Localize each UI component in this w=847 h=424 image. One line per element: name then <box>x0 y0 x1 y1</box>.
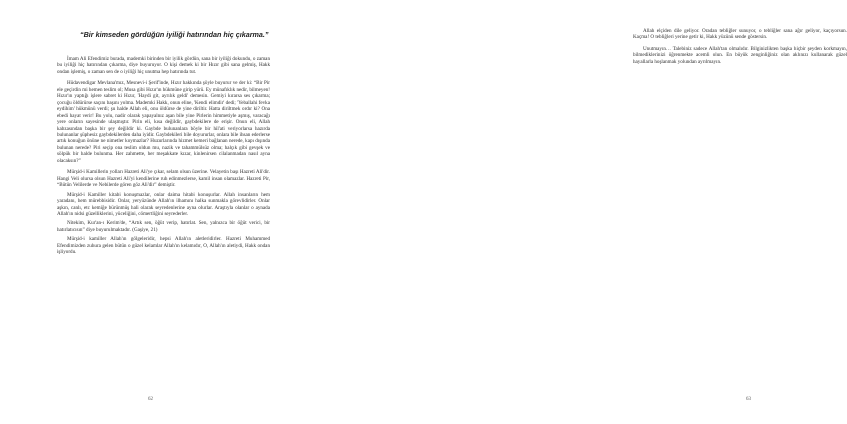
page-number-left: 62 <box>148 397 153 402</box>
right-page-body <box>633 28 847 65</box>
paragraph: İmam Ali Efendimiz burada, mademki birinden bir iyilik gördün, sana bir iyiliği dokundu, o zaman bu iyiliği hiç hatırından çıkarma, diye buyuruyor. O kişi demek ki bir Hızır gibi sana gelmiş, Hakk ondan işlemiş, o zaman sen de o iyiliği hiç unutma hep hatırında tut. <box>57 56 270 75</box>
paragraph: Nitekim, Kur'an-ı Kerim'de, “Artık sen, öğüt verip, hatırlat. Sen, yalnızca bir öğüt verici, bir hatırlatıcısın” diye buyurulmaktadır. (Gaşiye, 21) <box>57 220 270 233</box>
paragraph: Unutmayın… Talebiniz sadece Allah'tan olmalıdır. Bilginizlikten başka hiçbir şeyden korkmayın, bilmediklerinizi öğrenmekte acemli olun. En büyük zenginliğiniz olan aklınızı kullanarak güzel hayallarla hoşlanmak yolundan ayrılmayın. <box>633 45 847 65</box>
paragraph: Mürşid-i kamiller Allah'ın gölgeleridir, hepsi Allah'ın aletleridirler. Hazreti Muhammed Efendimizden zuhura gelen bütün o güzel kelamlar Allah'ın kelamıdır, O, Allah'ın aletiydi, Hakk ondan işliyordu. <box>57 236 270 256</box>
page-heading-quote: “Bir kimseden gördüğün iyiliği hatırından hiç çıkarma.” <box>80 30 269 39</box>
left-page-body <box>57 56 270 256</box>
left-page <box>0 0 300 424</box>
page-number-right: 63 <box>746 397 751 402</box>
paragraph: Hüdavendigar Mevlana'mız, Mesnevi-i Şerif'inde, Hızır hakkında şöyle buyurur ve der ki: “Bir Pir ele geçirdin mi hemen teslim ol; Musa gibi Hızır'ın hükmüne girip yürü. Ey münafıklık nedir, bilmeyen! Hızır'ın yaptığı işlere sabret ki Hızır, 'Haydi git, ayrılık geldi' demesin. Gemiyi kırarsa ses çıkarma; çocuğu öldürürse saçını başını yolma. Mademki Hakk, onun eline, 'Kendi elimdir' dedi; 'Yeballahi fevka eydihim' hükmünü verdi; şu halde Allah eli, onu öldürse de yine diriltir. Hatta diriltmek ordır ki? Ona ebedi hayat verir! Bu yolu, nadir olarak yapayalnız aşan bile yine Pirlerin himmetiyle aşmış, varacağı yere onların sayesinde ulaşmıştır. Pirin eli, kısa değildir, gaybdekilere de erişir. Onun eli, Allah kabzasından başka bir şey değildir ki. Gaybde bulunanlara böyle bir hil'ati veriyorlarsa hazırda bulunanlar şüphesiz gaybdekilerden daha iyidir. Gaybdekileri bile doyururlar, onlara bile ihsan ederlerse artık konuğun önüne ne nimetler koymazlar? Huzurlarında hizmet kemeri bağlanan nerede, kapı dışında bulunan nerede? Piri seçip ona teslim oldun mu, nazik ve tahammülsüz olma; halçık gibi gevşek ve sölpük bir halde bulunma. Her zahmette, her meşakkate kızar, kinlenirsen cilalanmadan nasıl ayna olacaksın?” <box>57 80 270 164</box>
paragraph: Allah elçiden dile geliyor. Oradan tebliğler sunuyor, o tebliğler sana ağır geliyor, kaçıyorsun. Kaçma! O tebliğleri yerine getir ki, Hakk yüzünü sende göstersin. <box>633 28 847 41</box>
right-page <box>300 0 847 424</box>
paragraph: Mürşid-i Kamillerin yolları Hazreti Ali'ye çıkar, selam olsun üzerine. Velayetin başı Hazreti Ali'dir. Hangi Veli olursa olsun Hazreti Ali'yi kendilerine ruh edinmezlerse, kamil insan olamazlar. Hazreti Pir, “Bütün Velilerde ve Nebilerde gören göz Ali'dir” demiştir. <box>57 169 270 189</box>
paragraph: Mürşid-i Kamiller kitabi konuşmazlar, onlar daima hitabi konuşurlar. Allah insanların hem yaradanı, hem mürebbisidir. Onlar, yeryüzünde Allah'ın ilhamını halka sunmakla görevlidirler. Onlar aşkın, canlı, etc kemiğe bürünmüş hali olarak seyredenlerine ayna olurlar. Araştıyla olanlar o aynada Allah'ın nidsi güzelliklerini, yüceliğini, cömertliğini seyrederler. <box>57 191 270 217</box>
